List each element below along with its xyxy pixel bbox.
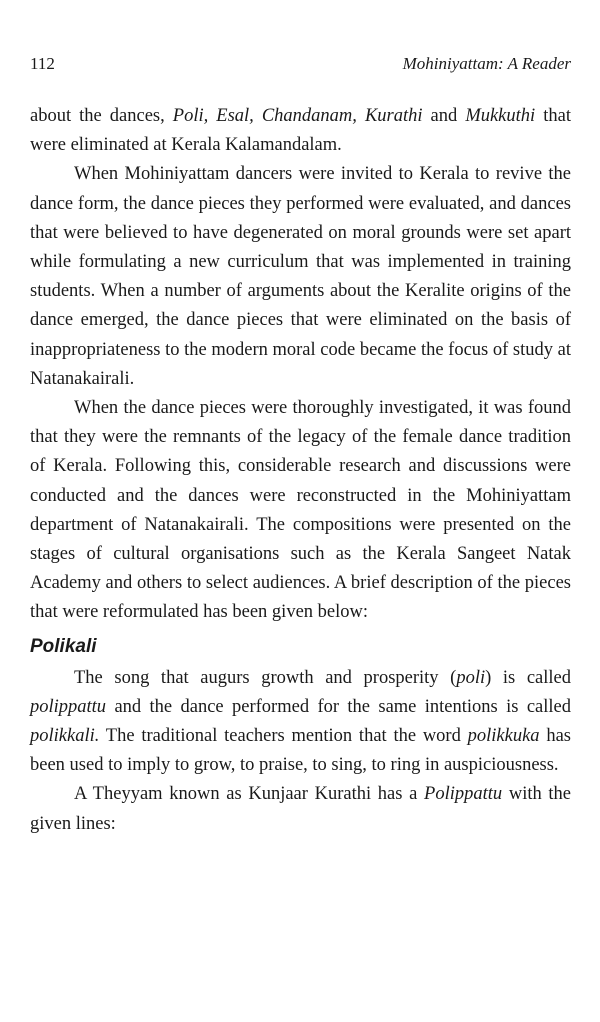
paragraph-4 (30, 664, 571, 781)
book-page (30, 52, 571, 839)
section-heading: Polikali (30, 635, 97, 657)
paragraph-1 (30, 102, 571, 160)
italic-run: Mukkuthi (465, 106, 536, 126)
italic-run: polikkuka (467, 726, 540, 747)
running-header (30, 52, 571, 76)
text-run: and the dance performed for the same intentions is called (106, 696, 571, 717)
page-number: 112 (30, 54, 55, 73)
book-title: Mohiniyattam: A Reader (402, 54, 571, 73)
text-run: A Theyyam known as Kunjaar Kurathi has a (74, 784, 425, 805)
italic-run: Poli, Esal, Chandanam, Kurathi (172, 106, 423, 126)
italic-run: poli (456, 667, 486, 688)
italic-run: polippattu (30, 696, 107, 717)
text-run: with the given lines: (30, 784, 572, 834)
paragraph-2: When Mohiniyattam dancers were invited to Kerala to revive the dance form, the dance pieces they performed were evaluated, and dances that were believed to have degenerated on moral grounds were set apart while formulating a new curriculum that was implemented in training students. When a number of arguments about the Keralite origins of the dance emerged, the dance pieces that were eliminated on the basis of inappropriateness to the modern moral code became the focus of study at Natanakairali. (30, 164, 571, 389)
paragraph-3: When the dance pieces were thoroughly investigated, it was found that they were the remnants of the legacy of the female dance tradition of Kerala. Following this, considerable research and discussions were conducted and the dances were reconstructed in the Mohiniyattam department of Natanakairali. The compositions were presented on the stages of cultural organisations such as the Kerala Sangeet Natak Academy and others to select audiences. A brief description of the pieces that were reformulated has been given below: (30, 398, 571, 623)
text-run: has been used to imply to grow, to praise, to sing, to ring in auspiciousness. (30, 726, 571, 776)
text-run: The traditional teachers mention that the word (99, 726, 468, 747)
paragraph-5 (30, 780, 571, 838)
italic-run: polikkali. (30, 726, 100, 747)
italic-run: Polippattu (424, 784, 503, 805)
text-run: that were eliminated at Kerala Kalamandalam. (30, 106, 571, 156)
text-run: about the dances, (30, 106, 173, 126)
text-run: ) is called (485, 667, 571, 688)
text-run: The song that augurs growth and prosperity ( (74, 667, 457, 688)
text-run: and (422, 106, 466, 126)
